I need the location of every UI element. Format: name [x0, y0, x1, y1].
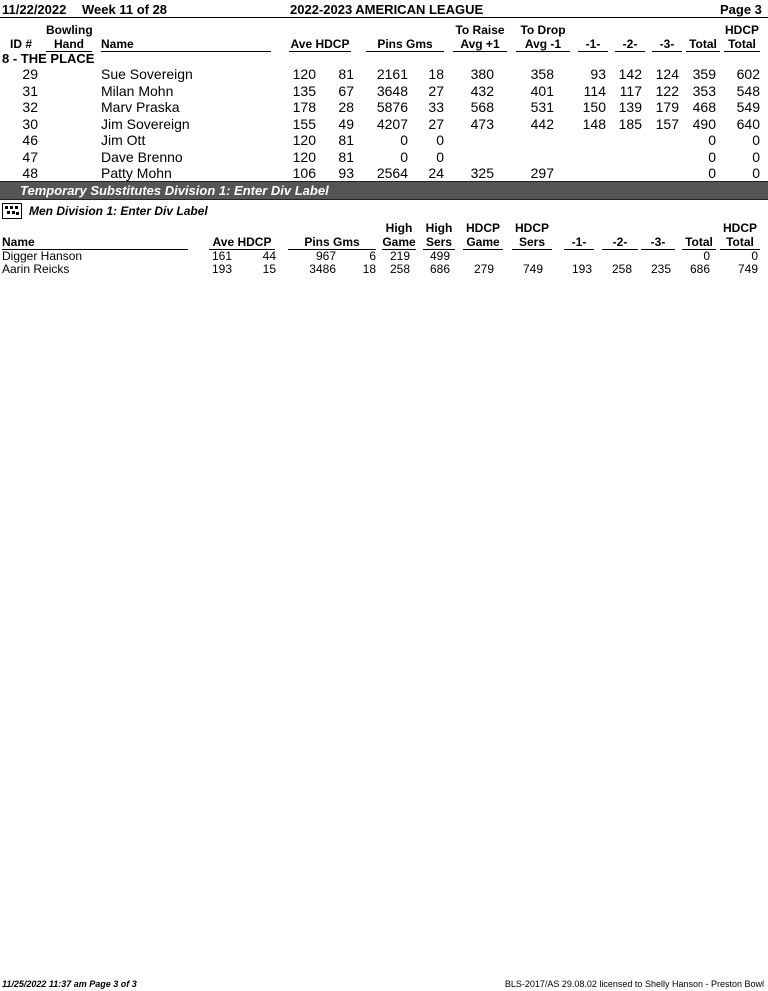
cell-g1: 148 — [582, 115, 606, 132]
cell-g3: 122 — [655, 82, 679, 99]
cell-ave: 106 — [292, 165, 316, 181]
subs-col-hdcp-total: Total — [720, 235, 760, 250]
cell-pins: 5876 — [376, 99, 408, 115]
cell-total: 353 — [692, 82, 716, 99]
cell-hdcp-total: 549 — [736, 99, 760, 115]
subs-col-high-game: Game — [382, 235, 416, 249]
substitutes-banner — [0, 181, 768, 200]
cell-id: 30 — [22, 115, 38, 132]
cell-gms: 0 — [436, 132, 444, 148]
subs-col-hdcp-game: Game — [463, 235, 503, 250]
league-title: 2022-2023 AMERICAN LEAGUE — [290, 2, 484, 17]
cell-g2: 117 — [619, 82, 642, 99]
subs-col-total: Total — [682, 235, 716, 250]
cell-drop: 297 — [530, 165, 554, 181]
cell-drop: 531 — [530, 99, 554, 115]
banner-text: Temporary Substitutes Division 1: Enter Div Label — [20, 183, 329, 198]
cell-total: 0 — [708, 165, 716, 181]
col-hdcp-total: Total — [724, 37, 760, 52]
cell-g1: 93 — [590, 66, 606, 82]
cell-total: 359 — [692, 66, 716, 82]
header-divider — [0, 17, 768, 18]
cell-id: 29 — [22, 66, 38, 82]
cell-ave: 135 — [292, 82, 316, 99]
subs-col-game2: -2- — [602, 235, 638, 250]
cell-id: 46 — [22, 132, 38, 148]
cell-gms: 24 — [428, 165, 444, 181]
team-name: 8 - THE PLACE — [2, 51, 95, 66]
col-hand: Hand — [46, 37, 92, 52]
cell-gms: 27 — [428, 115, 444, 132]
page-number: Page 3 — [720, 2, 762, 17]
cell-hdcp: 93 — [338, 165, 354, 181]
cell-hdcp: 28 — [338, 99, 354, 115]
cell-raise: 432 — [470, 82, 494, 99]
sub-cell-gms: 18 — [362, 262, 376, 276]
cell-g1: 114 — [583, 82, 606, 99]
cell-hdcp-total: 0 — [752, 165, 760, 181]
cell-hdcp-total: 640 — [736, 115, 760, 132]
cell-name: Jim Ott — [101, 132, 146, 148]
cell-ave: 120 — [292, 148, 316, 165]
sub-cell-total: 686 — [689, 262, 710, 276]
sub-cell-pins: 967 — [315, 249, 336, 263]
cell-total: 490 — [692, 115, 716, 132]
sub-cell-hdcp-game: 279 — [473, 262, 494, 276]
cell-pins: 2161 — [376, 66, 408, 82]
cell-id: 48 — [22, 165, 38, 181]
subs-col-pins-gms: Pins Gms — [288, 235, 376, 250]
cell-name: Jim Sovereign — [101, 115, 190, 132]
cell-g3: 157 — [655, 115, 679, 132]
subs-col-name: Name — [2, 235, 188, 250]
cell-name: Sue Sovereign — [101, 66, 193, 82]
sub-cell-g3: 235 — [650, 262, 671, 276]
cell-name: Patty Mohn — [101, 165, 172, 181]
subs-col-hdcp-game-top: HDCP — [465, 221, 500, 235]
cell-pins: 0 — [400, 132, 408, 148]
cell-hdcp: 81 — [338, 132, 354, 148]
cell-raise: 325 — [470, 165, 494, 181]
cell-hdcp-total: 0 — [752, 148, 760, 165]
cell-total: 0 — [708, 132, 716, 148]
cell-pins: 3648 — [376, 82, 408, 99]
sub-cell-ave: 193 — [211, 262, 232, 276]
sub-cell-high-sers: 499 — [429, 249, 450, 263]
subs-col-hdcp-total-top: HDCP — [722, 221, 757, 235]
cell-gms: 33 — [428, 99, 444, 115]
sub-cell-hdcp-sers: 749 — [522, 262, 543, 276]
sub-cell-g2: 258 — [611, 262, 632, 276]
cell-hdcp-total: 602 — [736, 66, 760, 82]
col-to-raise: To Raise — [455, 23, 505, 37]
cell-total: 468 — [692, 99, 716, 115]
subs-col-game3: -3- — [641, 235, 675, 250]
col-ave-hdcp: Ave HDCP — [290, 37, 350, 51]
sub-cell-hdcp: 15 — [262, 262, 276, 276]
sub-cell-g1: 193 — [571, 262, 592, 276]
cell-id: 32 — [22, 99, 38, 115]
cell-raise: 568 — [470, 99, 494, 115]
cell-hdcp: 49 — [338, 115, 354, 132]
sub-cell-hdcp-total: 0 — [751, 249, 758, 263]
cell-ave: 155 — [292, 115, 316, 132]
cell-hdcp: 81 — [338, 66, 354, 82]
cell-ave: 120 — [292, 66, 316, 82]
col-avg-minus1: Avg -1 — [516, 37, 570, 52]
cell-pins: 2564 — [376, 165, 408, 181]
col-to-drop: To Drop — [520, 23, 566, 37]
week-label: Week 11 of 28 — [82, 2, 168, 17]
cell-name: Milan Mohn — [101, 82, 174, 99]
cell-drop: 401 — [530, 82, 554, 99]
section-title: Men Division 1: Enter Div Label — [29, 204, 208, 218]
subs-col-high-game-top: High — [385, 221, 413, 235]
cell-raise: 380 — [470, 66, 494, 82]
sub-cell-ave: 161 — [211, 249, 232, 263]
col-pins-gms: Pins Gms — [366, 37, 444, 52]
cell-g2: 185 — [618, 115, 642, 132]
cell-pins: 0 — [400, 148, 408, 165]
subs-col-game1: -1- — [564, 235, 594, 250]
cell-raise: 473 — [470, 115, 494, 132]
subs-col-ave-hdcp: Ave HDCP — [209, 235, 275, 250]
subs-col-high-sers-top: High — [425, 221, 453, 235]
cell-gms: 27 — [428, 82, 444, 99]
col-hdcp-total-top: HDCP — [724, 23, 759, 37]
sub-cell-high-game: 258 — [389, 262, 410, 276]
col-total: Total — [686, 37, 720, 52]
cell-gms: 18 — [428, 66, 444, 82]
cell-ave: 120 — [292, 132, 316, 148]
cell-g2: 139 — [618, 99, 642, 115]
cell-hdcp: 67 — [338, 82, 354, 99]
col-game1: -1- — [578, 37, 608, 52]
cell-drop: 358 — [530, 66, 554, 82]
cell-pins: 4207 — [376, 115, 408, 132]
col-game2: -2- — [615, 37, 645, 52]
cell-name: Marv Praska — [101, 99, 180, 115]
report-date: 11/22/2022 — [2, 2, 67, 17]
cell-ave: 178 — [292, 99, 316, 115]
sub-cell-hdcp: 44 — [262, 249, 276, 263]
cell-id: 47 — [22, 148, 38, 165]
sub-cell-gms: 6 — [369, 249, 376, 263]
cell-g3: 124 — [655, 66, 679, 82]
cell-drop: 442 — [530, 115, 554, 132]
subs-col-high-sers: Sers — [423, 235, 455, 250]
cell-name: Dave Brenno — [101, 148, 183, 165]
sub-cell-hdcp-total: 749 — [737, 262, 758, 276]
sub-cell-high-sers: 686 — [429, 262, 450, 276]
sub-cell-total: 0 — [703, 249, 710, 263]
sub-cell-name: Aarin Reicks — [2, 262, 70, 276]
cell-gms: 0 — [436, 148, 444, 165]
cell-hdcp-total: 0 — [752, 132, 760, 148]
col-id: ID # — [9, 37, 32, 51]
cell-g3: 179 — [655, 99, 679, 115]
cell-hdcp: 81 — [338, 148, 354, 165]
cell-id: 31 — [22, 82, 38, 99]
footer-license: BLS-2017/AS 29.08.02 licensed to Shelly Hanson - Preston Bowl — [504, 979, 764, 989]
cell-total: 0 — [708, 148, 716, 165]
bowling-pins-icon — [2, 203, 22, 219]
sub-cell-pins: 3486 — [309, 262, 336, 276]
col-game3: -3- — [652, 37, 682, 52]
col-avg-plus1: Avg +1 — [453, 37, 507, 52]
subs-col-hdcp-sers-top: HDCP — [514, 221, 549, 235]
sub-cell-high-game: 219 — [389, 249, 410, 263]
col-bowling: Bowling — [46, 23, 93, 37]
cell-g1: 150 — [582, 99, 606, 115]
sub-cell-name: Digger Hanson — [2, 249, 83, 263]
footer-print-info: 11/25/2022 11:37 am Page 3 of 3 — [2, 979, 137, 989]
cell-g2: 142 — [618, 66, 642, 82]
cell-hdcp-total: 548 — [736, 82, 760, 99]
subs-col-hdcp-sers: Sers — [512, 235, 552, 250]
col-name: Name — [101, 37, 271, 52]
